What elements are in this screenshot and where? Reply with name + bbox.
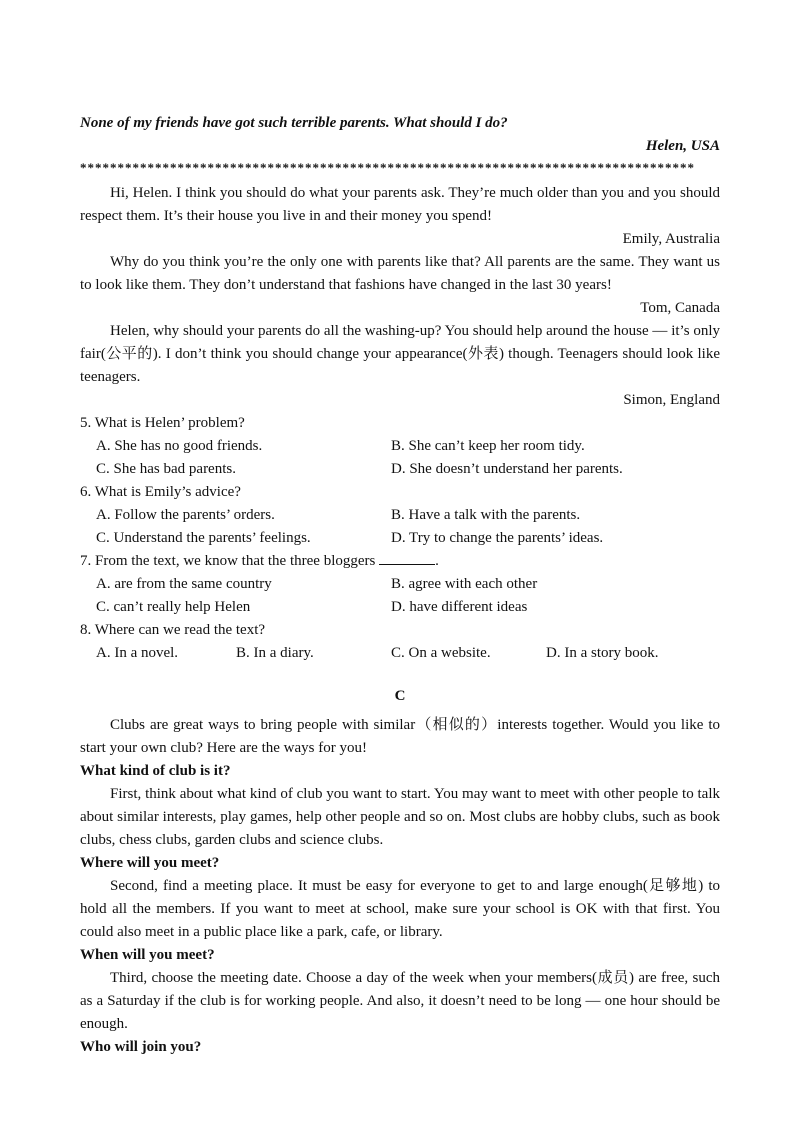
option-c: C. She has bad parents. [96, 461, 236, 477]
option-b: B. agree with each other [391, 576, 538, 592]
section-label: C [394, 688, 406, 704]
answer-blank [379, 550, 435, 565]
option-d: D. She doesn’t understand her parents. [391, 461, 623, 477]
reply-signature: Simon, England [623, 392, 720, 408]
question-stem-text: 7. From the text, we know that the three bloggers [80, 553, 376, 569]
option-c: C. Understand the parents’ feelings. [96, 530, 311, 546]
question-6 [80, 481, 720, 550]
intro-signature: Helen, USA [645, 138, 720, 154]
option-a: A. In a novel. [96, 645, 179, 661]
option-d: D. In a story book. [546, 645, 659, 661]
option-b: B. She can’t keep her room tidy. [391, 438, 585, 454]
section-heading: Who will join you? [80, 1039, 202, 1055]
question-stem-end: . [435, 553, 439, 569]
section-intro: Clubs are great ways to bring people with similar（相似的）interests together. Would you like to start your own club? Here are the ways for you! [80, 717, 720, 756]
question-stem: 8. Where can we read the text? [80, 622, 266, 638]
question-stem: 5. What is Helen’ problem? [80, 415, 245, 431]
question-8 [80, 619, 720, 665]
question-stem: 6. What is Emily’s advice? [80, 484, 241, 500]
section-paragraph: Second, find a meeting place. It must be easy for everyone to get to and large enough(足够地) to hold all the members. If you want to meet at school, make sure your school is OK with that first. You could also meet in a public place like a park, cafe, or library. [80, 878, 720, 940]
option-c: C. can’t really help Helen [96, 599, 251, 615]
section-heading: Where will you meet? [80, 855, 220, 871]
option-c: C. On a website. [391, 645, 491, 661]
reply-signature: Emily, Australia [622, 231, 720, 247]
option-b: B. Have a talk with the parents. [391, 507, 581, 523]
reply-paragraph: Hi, Helen. I think you should do what your parents ask. They’re much older than you and you should respect them. It’s their house you live in and their money you spend! [80, 185, 720, 224]
section-heading: When will you meet? [80, 947, 215, 963]
document-page [80, 112, 720, 1059]
option-b: B. In a diary. [236, 645, 314, 661]
letter-intro: None of my friends have got such terrible parents. What should I do? [80, 115, 508, 131]
question-7 [80, 550, 720, 619]
section-paragraph: First, think about what kind of club you want to start. You may want to meet with other people to talk about similar interests, play games, help other people and so on. Most clubs are hobby clubs, such as book clubs, chess clubs, garden clubs and science clubs. [80, 786, 720, 848]
option-a: A. Follow the parents’ orders. [96, 507, 275, 523]
divider: ********************************************************************************** [80, 160, 695, 175]
reply-signature: Tom, Canada [640, 300, 720, 316]
question-stem [80, 550, 720, 573]
option-d: D. Try to change the parents’ ideas. [391, 530, 604, 546]
reply-paragraph: Why do you think you’re the only one with parents like that? All parents are the same. They want us to look like them. They don’t understand that fashions have changed in the last 30 years! [80, 254, 720, 293]
option-d: D. have different ideas [391, 599, 528, 615]
reply-paragraph: Helen, why should your parents do all the washing-up? You should help around the house — it’s only fair(公平的). I don’t think you should change your appearance(外表) though. Teenagers should look like teenagers. [80, 323, 720, 385]
question-5 [80, 412, 720, 481]
section-heading: What kind of club is it? [80, 763, 231, 779]
option-a: A. are from the same country [96, 576, 272, 592]
section-paragraph: Third, choose the meeting date. Choose a day of the week when your members(成员) are free, such as a Saturday if the club is for working people. And also, it doesn’t need to be long — one hour should be enough. [80, 970, 720, 1032]
option-a: A. She has no good friends. [96, 438, 263, 454]
